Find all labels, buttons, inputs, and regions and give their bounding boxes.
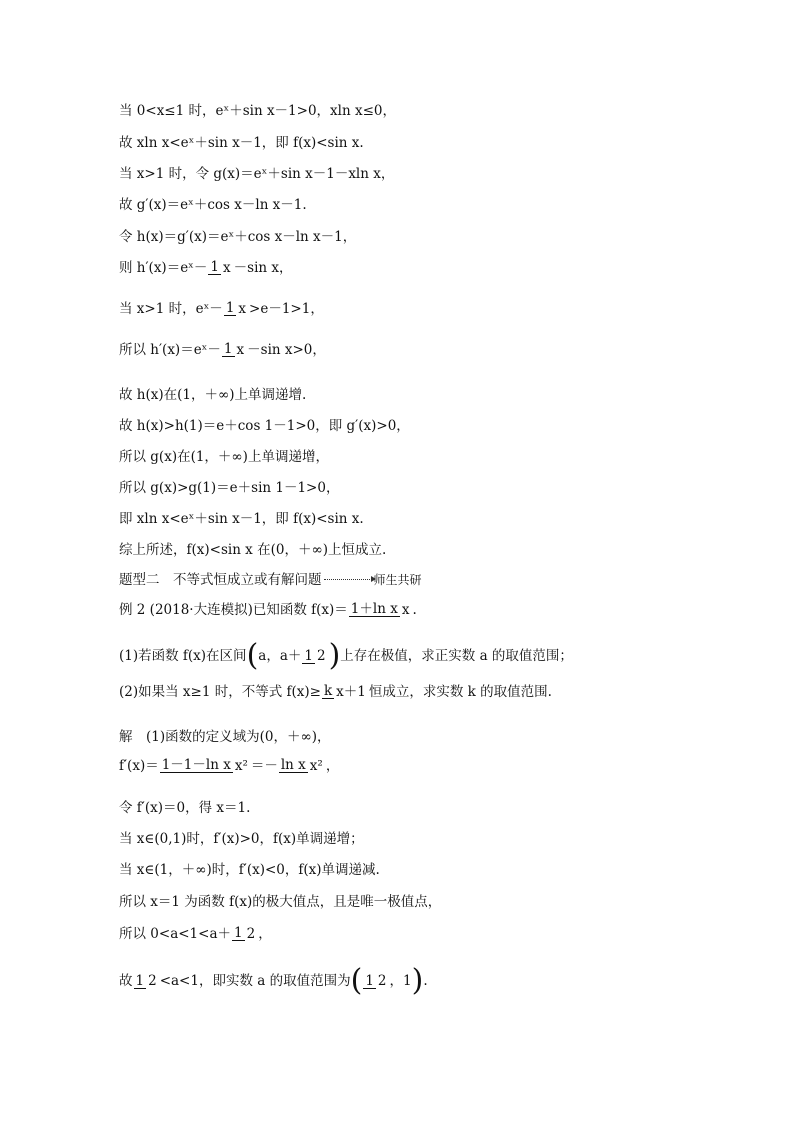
question-line [119,682,759,701]
formula-text: 所以 0<a<1<a＋ [119,925,232,942]
denominator: x² [234,757,248,774]
text-line: 当 x∈(1，＋∞)时，f′(x)<0，f(x)单调递减. [119,862,380,878]
numerator: 1－1－ln x [161,757,231,773]
numerator: 1 [365,972,374,989]
fraction [224,301,248,316]
formula-line [119,299,759,318]
text-line: 即 xln x<eˣ＋sin x－1，即 f(x)<sin x. [119,511,364,527]
formula-text: －sin x>0， [247,341,326,358]
formula-line [119,924,759,943]
numerator: 1 [210,259,220,275]
numerator: 1 [234,925,243,941]
formula-text: a，a＋ [258,648,302,664]
formula-text: ， [258,925,272,942]
numerator: 1 [225,300,235,316]
formula-line [119,963,759,998]
text-line: 综上所述，f(x)<sin x 在(0，＋∞)上恒成立. [119,542,387,558]
text-line: 所以 x＝1 为函数 f(x)的极大值点，且是唯一极值点， [119,894,442,910]
fraction [208,260,232,275]
numerator: 1 [304,647,313,664]
formula-text: ＝－ [250,757,278,774]
text-line: 令 f′(x)＝0，得 x＝1. [119,800,251,816]
text-line: 令 h(x)＝g′(x)＝eˣ＋cos x－ln x－1， [119,229,357,245]
formula-text: f′(x)＝ [119,757,159,774]
left-paren: ( [350,963,363,998]
arrow-icon [324,579,372,580]
formula-line [119,258,759,277]
denominator: 2 [246,925,256,942]
fraction [363,974,388,989]
denominator: 2 [316,648,326,664]
numerator: 1 [223,341,233,357]
question-line [119,638,759,673]
fraction [222,342,246,357]
fraction [134,974,159,989]
text-line: 故 xln x<eˣ＋sin x－1，即 f(x)<sin x. [119,135,364,151]
denominator: x [223,259,231,276]
heading-tag: 师生共研 [373,572,422,587]
numerator: 1＋ln x [350,601,398,617]
right-paren: ) [411,963,424,998]
denominator: x [238,300,247,317]
fraction [322,684,368,699]
denominator: 2 [148,973,157,989]
denominator: x [401,601,410,618]
example-line [119,600,759,619]
text-line: 所以 g(x)在(1，＋∞)上单调递增， [119,449,329,465]
formula-text: ，1 [389,973,412,989]
formula-text: (2)如果当 x≥1 时，不等式 f(x)≥ [119,683,321,700]
formula-text: (1)若函数 f(x)在区间 [119,648,247,664]
formula-text: . [423,973,428,989]
text-line: 解 (1)函数的定义域为(0，＋∞)， [119,729,331,745]
denominator: x＋1 [336,683,366,700]
formula-line [119,340,759,359]
formula-text: >e－1>1， [249,300,324,317]
formula-line [119,756,759,775]
text-line: 当 0<x≤1 时，eˣ＋sin x－1>0，xln x≤0， [119,103,396,119]
fraction [279,758,325,773]
formula-text: 则 h′(x)＝eˣ－ [119,259,208,276]
formula-text: 恒成立，求实数 k 的取值范围. [368,683,552,700]
formula-text: ， [325,757,340,774]
formula-text: . [412,601,417,618]
fraction [349,602,412,617]
text-line: 当 x>1 时，令 g(x)＝eˣ＋sin x－1－xln x， [119,166,395,182]
formula-text: 当 x>1 时，eˣ－ [119,300,223,317]
section-heading [119,570,759,589]
formula-text: 例 2 (2018·大连模拟)已知函数 f(x)＝ [119,601,348,618]
text-line: 故 h(x)在(1，＋∞)上单调递增. [119,387,307,403]
numerator: 1 [135,972,145,989]
text-line: 故 g′(x)＝eˣ＋cos x－ln x－1. [119,197,307,213]
denominator: x [236,341,245,358]
text-line: 故 h(x)>h(1)＝e＋cos 1－1>0，即 g′(x)>0， [119,418,410,434]
fraction [160,758,250,773]
heading-title: 题型二 不等式恒成立或有解问题 [119,571,322,588]
formula-text: －sin x， [233,259,293,276]
right-paren: ) [328,638,341,673]
fraction [232,926,257,941]
text-line: 当 x∈(0,1)时，f′(x)>0，f(x)单调递增； [119,831,364,847]
left-paren: ( [246,638,259,673]
denominator: x² [309,757,323,774]
denominator: 2 [377,973,387,989]
formula-text: 上存在极值，求正实数 a 的取值范围； [340,648,573,664]
numerator: ln x [280,757,306,773]
fraction [302,649,327,664]
formula-text: 所以 h′(x)＝eˣ－ [119,341,221,358]
numerator: k [323,683,333,699]
formula-text: 故 [119,973,133,989]
text-line: 所以 g(x)>g(1)＝e＋sin 1－1>0， [119,480,340,496]
formula-text: <a<1，即实数 a 的取值范围为 [159,973,351,989]
